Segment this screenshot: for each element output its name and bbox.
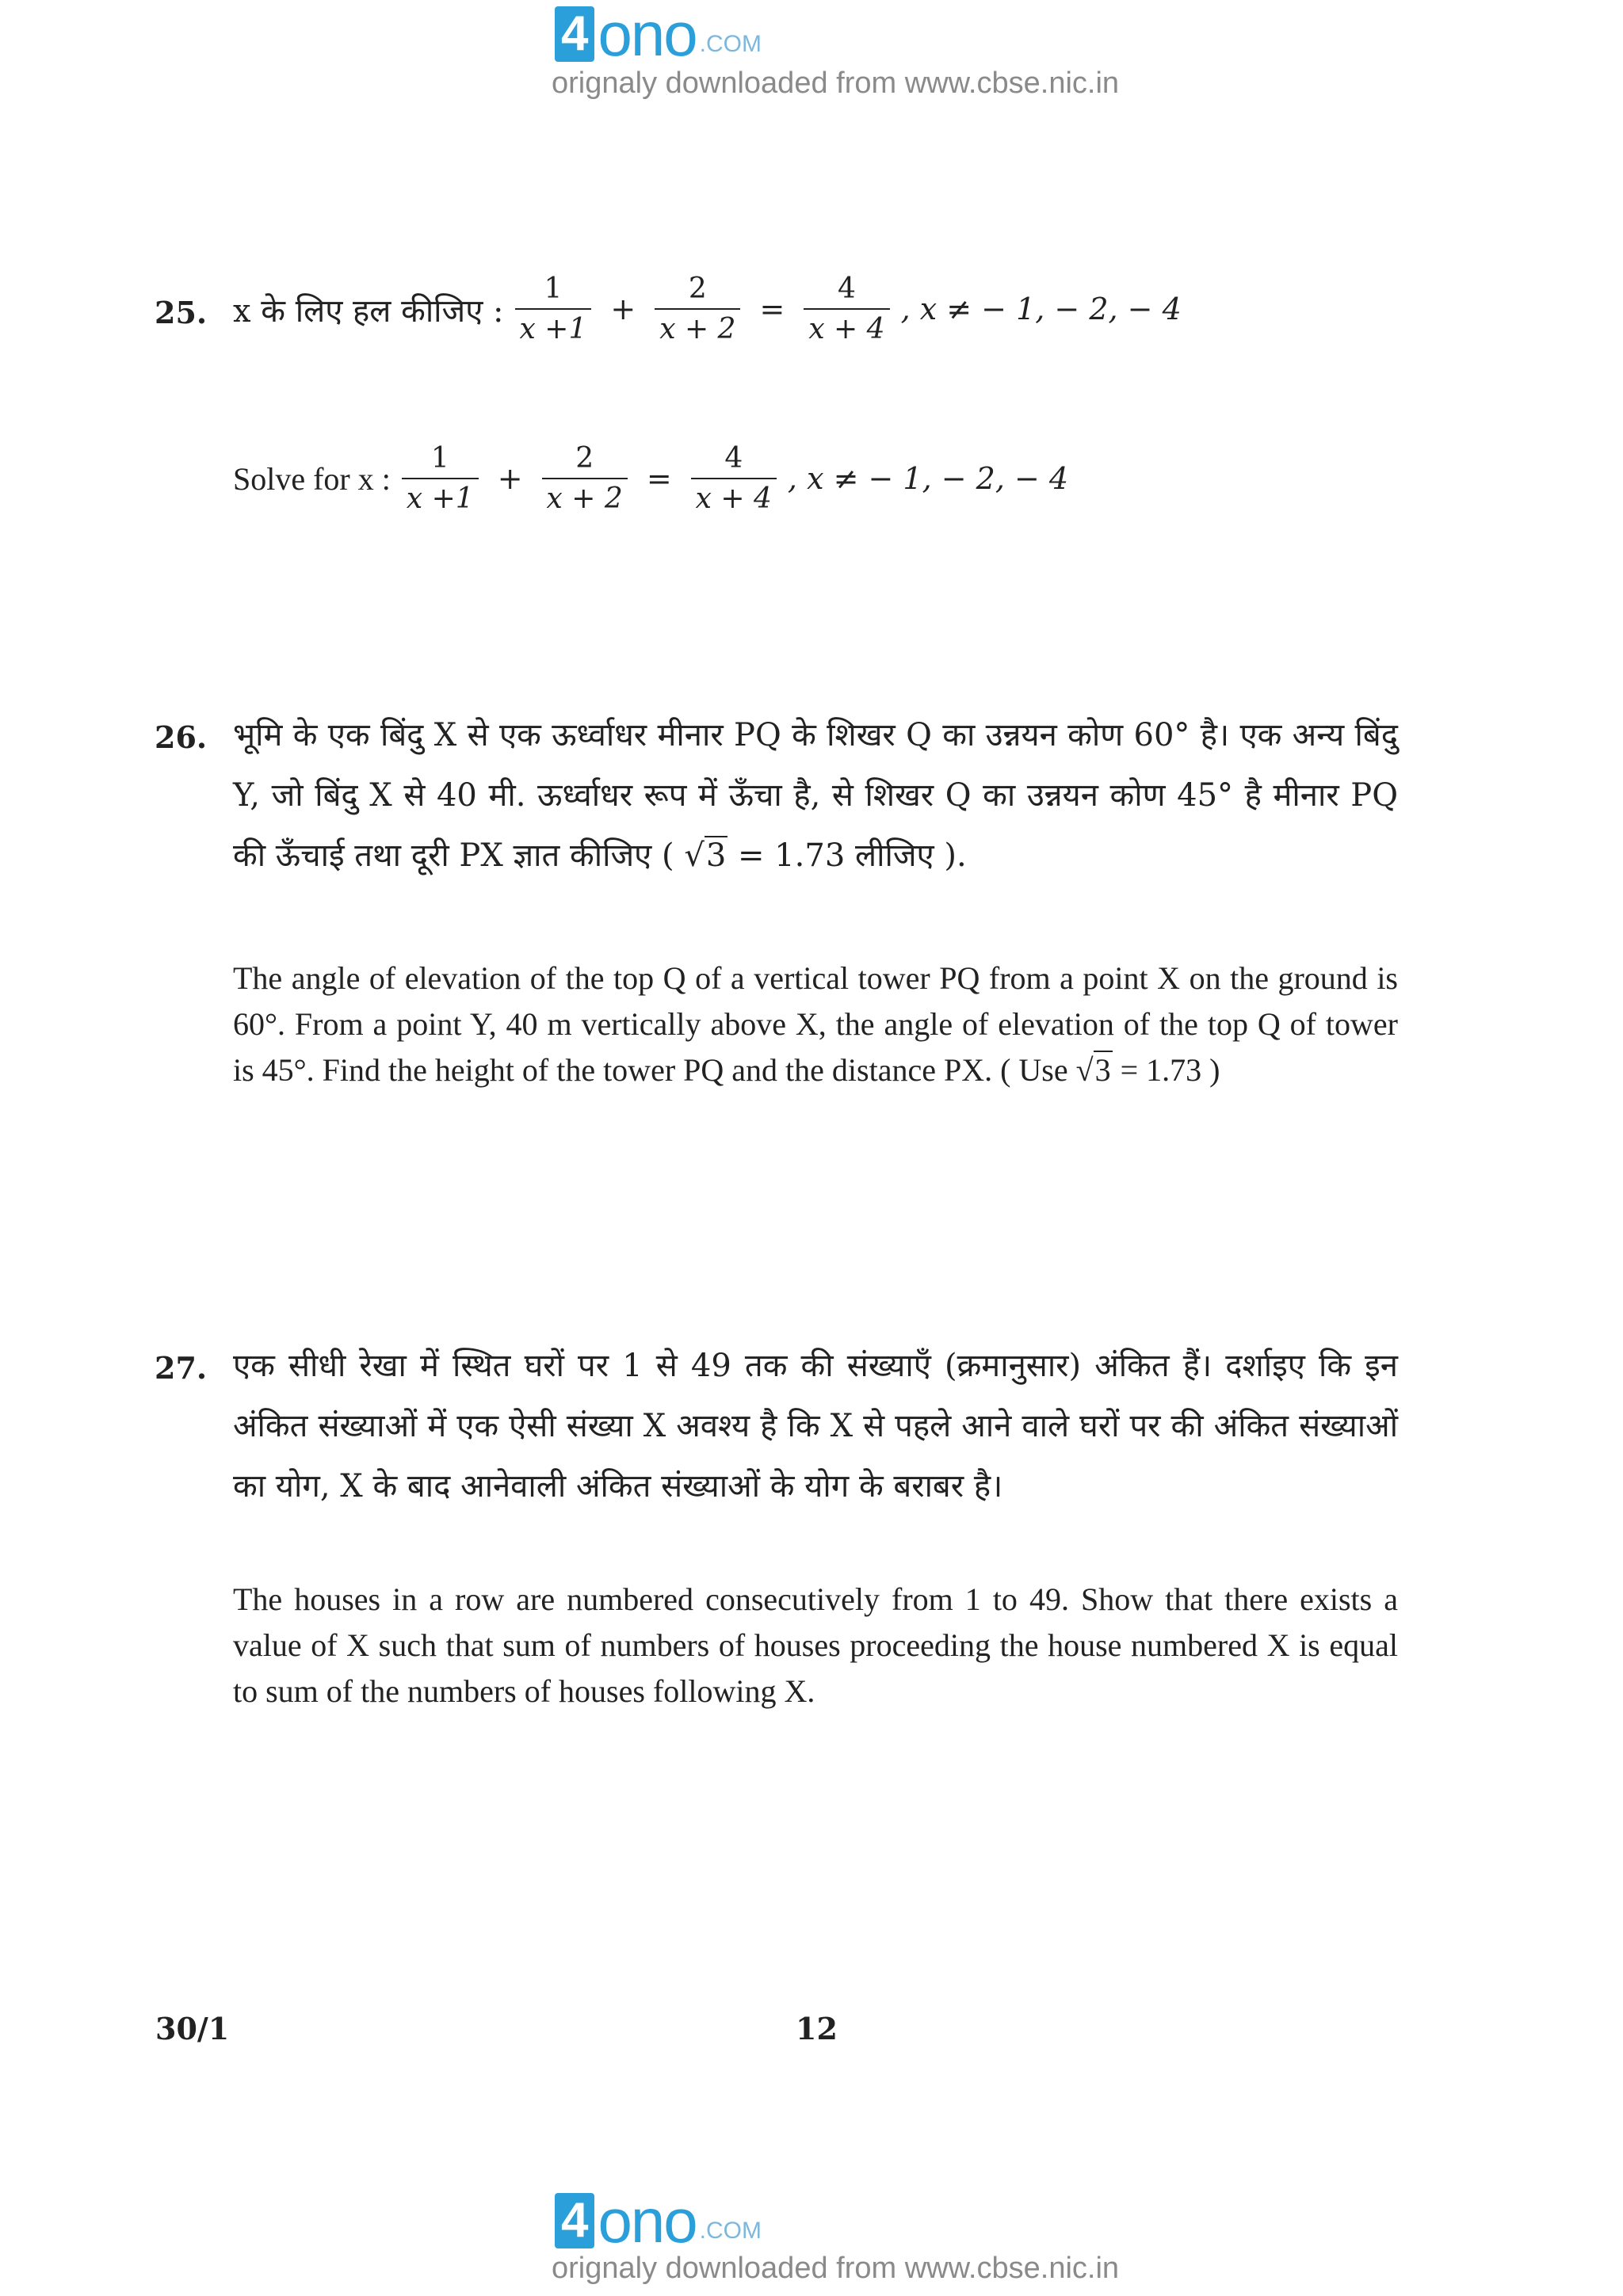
logo-com: .COM bbox=[699, 2218, 762, 2244]
numerator: 1 bbox=[544, 273, 563, 305]
question-text-english bbox=[233, 955, 1398, 1093]
denominator: x + 4 bbox=[804, 308, 889, 345]
hindi-tail: = 1.73 लीजिए ). bbox=[738, 837, 967, 874]
logo-box: 4 bbox=[555, 2193, 594, 2248]
hindi-text: भूमि के एक बिंदु X से एक ऊर्ध्वाधर मीनार PQ के शिखर Q का उन्नयन कोण 60° है। एक अन्य बिंदु Y, जो बिंदु X से 40 मी. ऊर्ध्वाधर रूप में ऊँचा है, से शिखर Q का उन्नयन कोण 45° है मीनार PQ की ऊँचाई तथा दूरी PX ज्ञात कीजिए ( bbox=[233, 717, 1398, 874]
equation-prefix-english: Solve for x : bbox=[233, 460, 391, 497]
numerator: 1 bbox=[430, 442, 449, 475]
numerator: 2 bbox=[575, 442, 594, 475]
sqrt-expression bbox=[1076, 1047, 1113, 1093]
question-number: 26. bbox=[155, 719, 208, 755]
fraction bbox=[402, 442, 479, 515]
question-text-hindi: एक सीधी रेखा में स्थित घरों पर 1 से 49 तक की संख्याएँ (क्रमानुसार) अंकित हैं। दर्शाइए कि इन अंकित संख्याओं में एक ऐसी संख्या X अवश्य है कि X से पहले आने वाले घरों पर की अंकित संख्याओं का योग, X के बाद आनेवाली अंकित संख्याओं के योग के बराबर है। bbox=[233, 1348, 1398, 1505]
question-text-hindi bbox=[233, 705, 1398, 886]
condition: , x ≠ − 1, − 2, − 4 bbox=[900, 292, 1182, 326]
plus-sign: + bbox=[497, 461, 523, 496]
logo-text: ono bbox=[598, 0, 697, 69]
fraction bbox=[804, 273, 889, 345]
english-text: The angle of elevation of the top Q of a vertical tower PQ from a point X on the ground is 60°. From a point Y, 40 m vertically above X, the angle of elevation of the top Q of tower is 45°. Find the height of the tower PQ and the distance PX. ( Use bbox=[233, 960, 1398, 1088]
sqrt-radicand: 3 bbox=[1094, 1052, 1111, 1088]
numerator: 4 bbox=[724, 442, 743, 475]
sqrt-expression bbox=[684, 826, 727, 886]
page-number: 12 bbox=[796, 2011, 838, 2046]
fraction bbox=[655, 273, 740, 345]
equation-hindi bbox=[233, 273, 1182, 345]
sqrt-symbol: √ bbox=[684, 837, 705, 874]
fraction bbox=[542, 442, 628, 515]
watermark-logo-bottom bbox=[555, 2186, 762, 2256]
watermark-text-bottom: orignaly downloaded from www.cbse.nic.in bbox=[552, 2252, 1120, 2285]
logo-box: 4 bbox=[555, 6, 594, 62]
question-number: 25. bbox=[155, 295, 208, 330]
denominator: x +1 bbox=[515, 308, 592, 345]
denominator: x + 2 bbox=[542, 478, 628, 515]
numerator: 4 bbox=[837, 273, 856, 305]
sqrt-symbol: √ bbox=[1075, 1052, 1094, 1088]
numerator: 2 bbox=[688, 273, 707, 305]
denominator: x + 4 bbox=[691, 478, 777, 515]
condition: , x ≠ − 1, − 2, − 4 bbox=[787, 461, 1069, 496]
question-number: 27. bbox=[155, 1350, 208, 1386]
plus-sign: + bbox=[610, 292, 636, 326]
equation-prefix-hindi: x के लिए हल कीजिए : bbox=[233, 292, 504, 330]
equals-sign: = bbox=[646, 461, 672, 496]
equation-english bbox=[233, 442, 1068, 515]
logo-com: .COM bbox=[699, 31, 762, 57]
denominator: x +1 bbox=[402, 478, 479, 515]
question-text-english: The houses in a row are numbered consecutively from 1 to 49. Show that there exists a value of X such that sum of numbers of houses proceeding the house numbered X is equal to sum of the numbers of houses following X. bbox=[233, 1581, 1398, 1709]
logo-text: ono bbox=[598, 2186, 697, 2256]
sqrt-radicand: 3 bbox=[705, 837, 727, 874]
fraction bbox=[691, 442, 777, 515]
watermark-text-top: orignaly downloaded from www.cbse.nic.in bbox=[552, 67, 1120, 100]
denominator: x + 2 bbox=[655, 308, 740, 345]
paper-code: 30/1 bbox=[155, 2011, 230, 2046]
watermark-logo-top bbox=[555, 0, 762, 69]
fraction bbox=[515, 273, 592, 345]
equals-sign: = bbox=[759, 292, 785, 326]
english-tail: = 1.73 ) bbox=[1120, 1052, 1220, 1088]
